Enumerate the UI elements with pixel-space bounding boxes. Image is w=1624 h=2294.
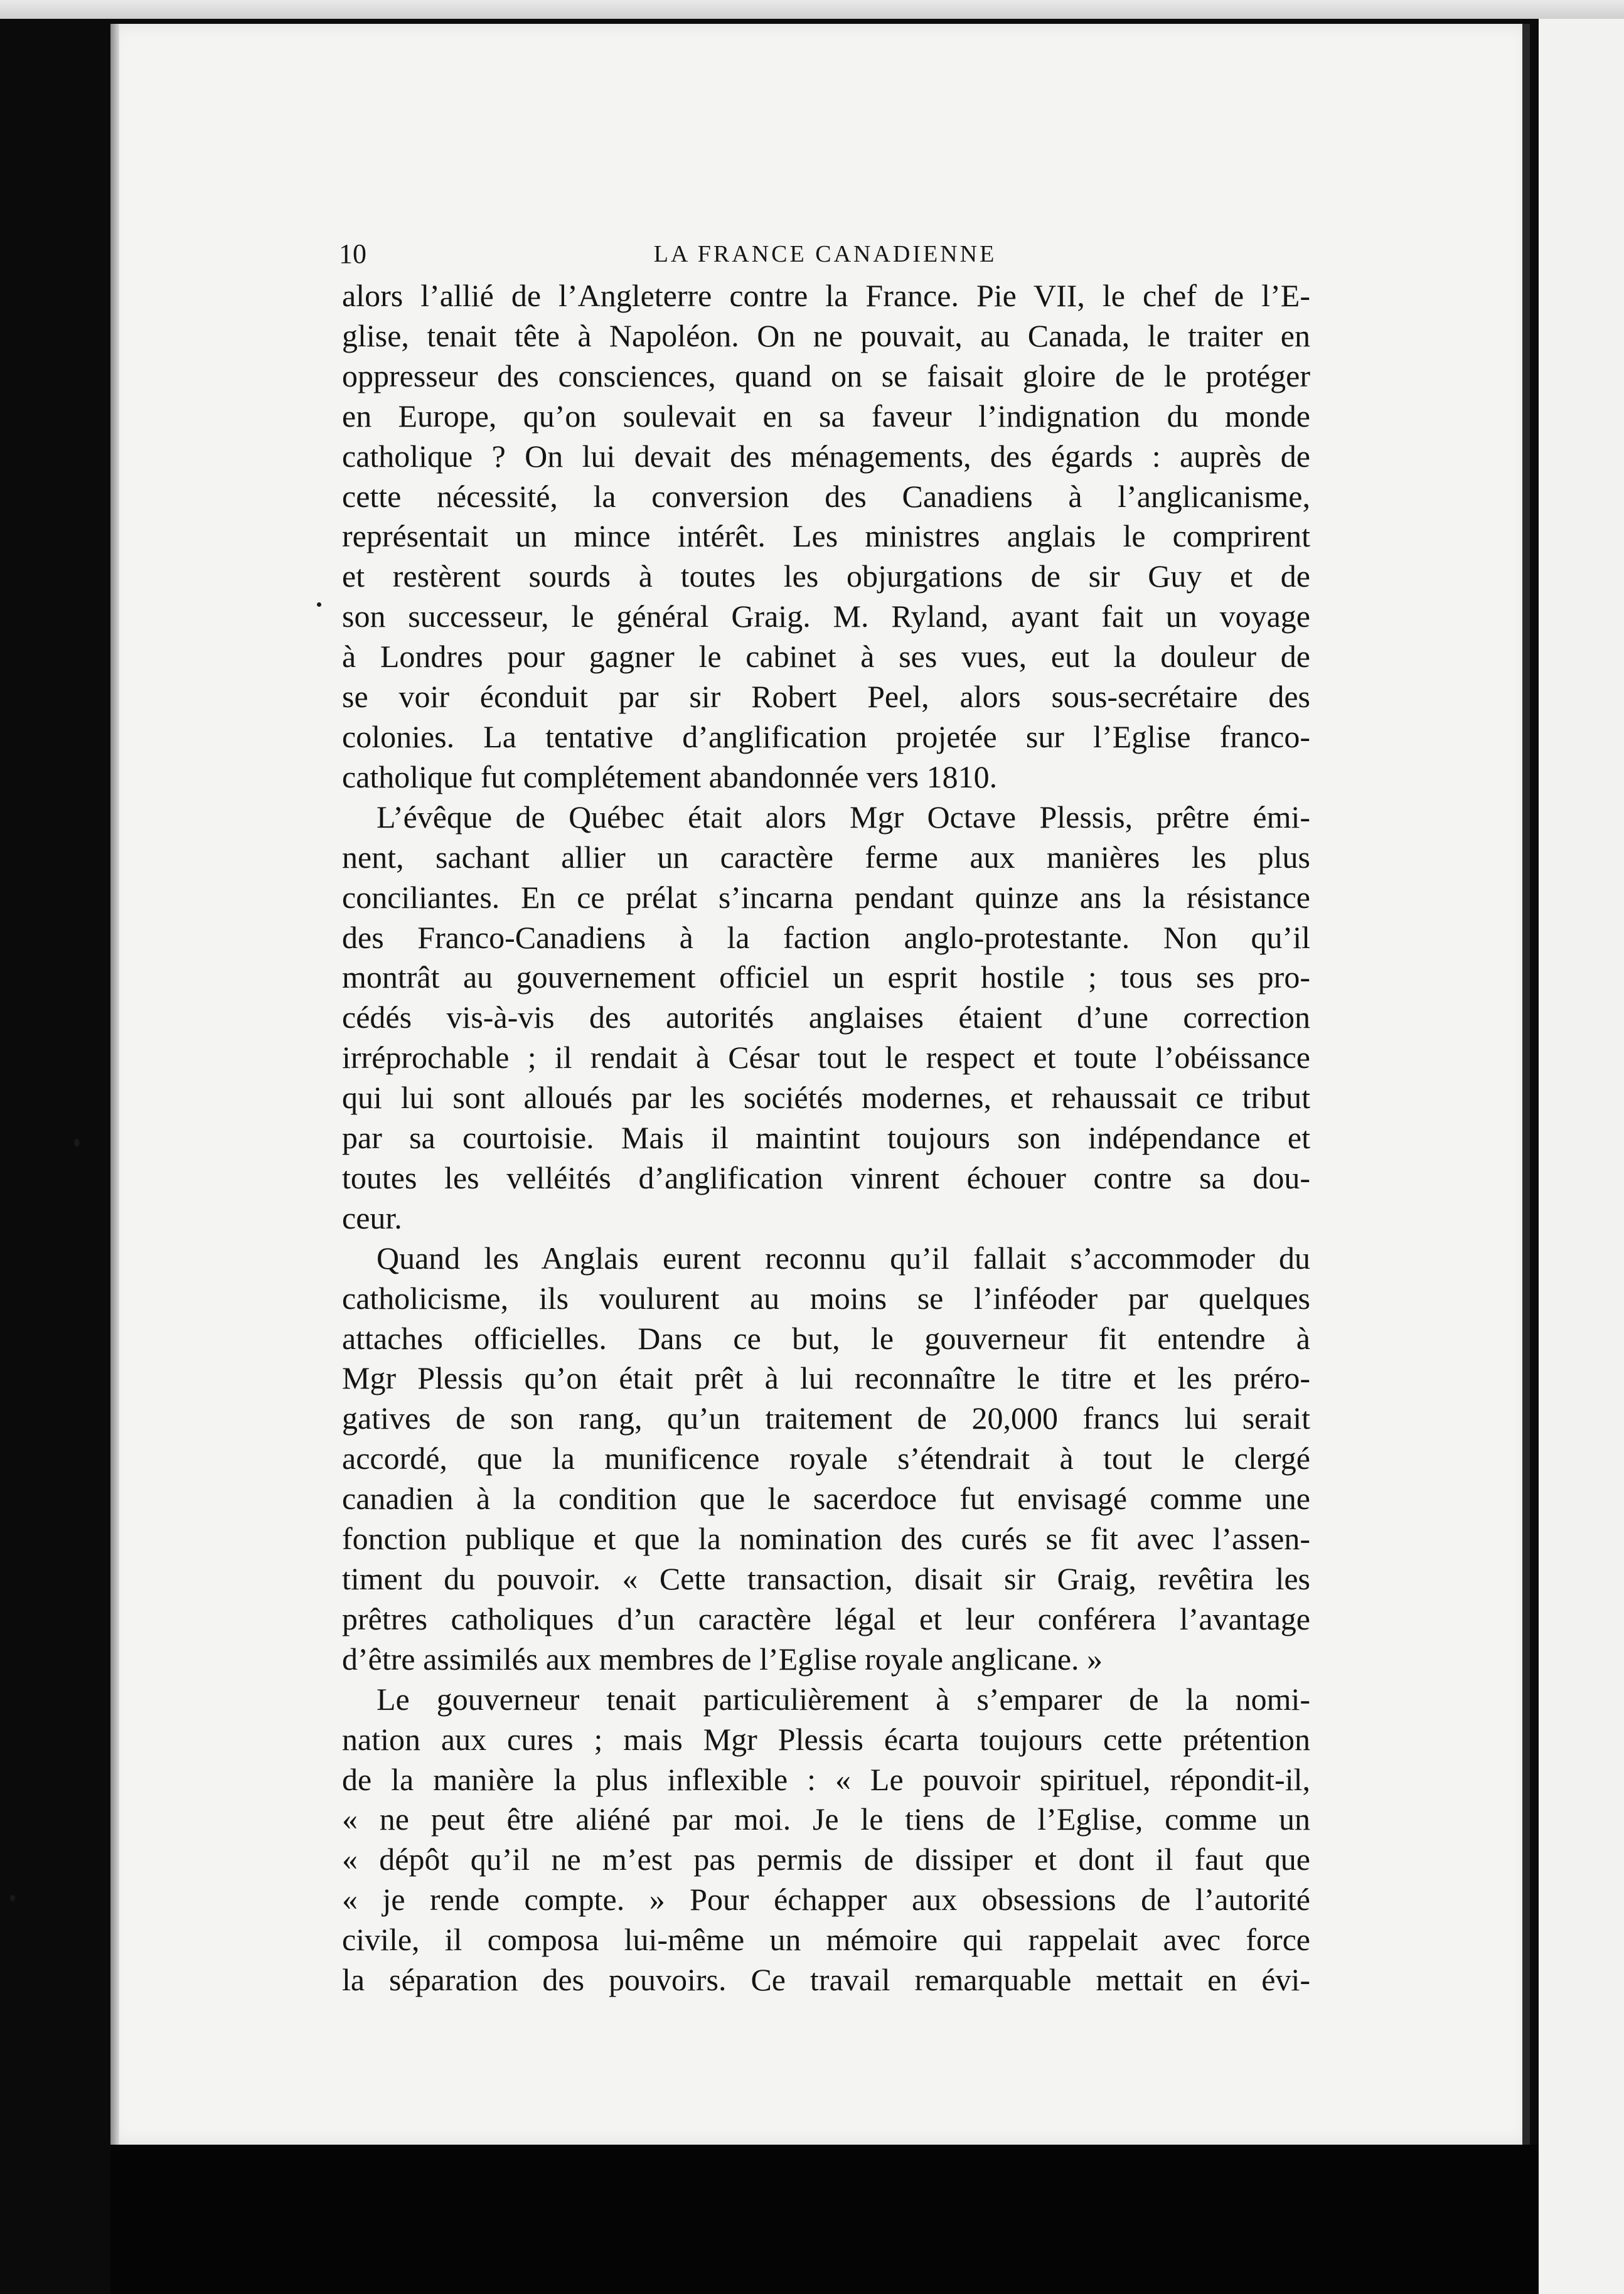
text-line: ceur.: [342, 1200, 402, 1235]
text-line: « dépôt qu’il ne m’est pas permis de dissiper et dont il faut que: [342, 1842, 1310, 1877]
text-line: civile, il composa lui-même un mémoire qui rappelait avec force: [342, 1922, 1310, 1958]
text-line: catholique ? On lui devait des ménagements, des égards : auprès de: [342, 438, 1310, 474]
text-line: et restèrent sourds à toutes les objurgations de sir Guy et de: [342, 558, 1310, 594]
scan-left-margin: [0, 19, 107, 2294]
text-line: fonction publique et que la nomination des curés se fit avec l’assen-: [342, 1521, 1310, 1557]
text-line: de la manière la plus inflexible : « Le pouvoir spirituel, répondit-il,: [342, 1761, 1310, 1797]
text-line: se voir éconduit par sir Robert Peel, alors sous-secrétaire des: [342, 679, 1310, 715]
text-line: alors l’allié de l’Angleterre contre la France. Pie VII, le chef de l’E-: [342, 278, 1310, 313]
text-line: des Franco-Canadiens à la faction anglo-protestante. Non qu’il: [342, 919, 1310, 955]
text-line: nent, sachant allier un caractère ferme aux manières les plus: [342, 839, 1310, 875]
text-line: représentait un mince intérêt. Les ministres anglais le comprirent: [342, 518, 1310, 554]
text-line: Mgr Plessis qu’on était prêt à lui reconnaître le titre et les préro-: [342, 1360, 1310, 1396]
adjacent-page-edge: [1539, 19, 1624, 2294]
text-line: à Londres pour gagner le cabinet à ses vues, eut la douleur de: [342, 639, 1310, 675]
ink-speck: [10, 1895, 15, 1901]
text-line: cédés vis-à-vis des autorités anglaises étaient d’une correction: [342, 1000, 1310, 1035]
text-line: prêtres catholiques d’un caractère légal et leur conférera l’avantage: [342, 1601, 1310, 1636]
text-line: accordé, que la munificence royale s’étendrait à tout le clergé: [342, 1441, 1310, 1476]
ink-speck: [74, 1139, 80, 1146]
text-line: conciliantes. En ce prélat s’incarna pendant quinze ans la résistance: [342, 879, 1310, 915]
text-line: Le gouverneur tenait particulièrement à s’emparer de la nomi-: [377, 1681, 1310, 1717]
ink-speck: [317, 602, 321, 607]
text-line: montrât au gouvernement officiel un esprit hostile ; tous ses pro-: [342, 959, 1310, 995]
text-line: qui lui sont alloués par les sociétés modernes, et rehaussait ce tribut: [342, 1080, 1310, 1116]
text-line: « ne peut être aliéné par moi. Je le tiens de l’Eglise, comme un: [342, 1801, 1310, 1837]
text-line: son successeur, le général Graig. M. Ryland, ayant fait un voyage: [342, 599, 1310, 634]
page-number: 10: [339, 238, 366, 269]
text-line: glise, tenait tête à Napoléon. On ne pouvait, au Canada, le traiter en: [342, 317, 1310, 353]
text-line: nation aux cures ; mais Mgr Plessis écarta toujours cette prétention: [342, 1721, 1310, 1757]
text-line: canadien à la condition que le sacerdoce fut envisagé comme une: [342, 1481, 1310, 1517]
text-line: catholique fut complétement abandonnée vers 1810.: [342, 759, 998, 794]
text-line: oppresseur des consciences, quand on se faisait gloire de le protéger: [342, 358, 1310, 393]
text-line: gatives de son rang, qu’un traitement de 20,000 francs lui serait: [342, 1400, 1310, 1436]
text-line: irréprochable ; il rendait à César tout le respect et toute l’obéissance: [342, 1040, 1310, 1075]
text-line: toutes les velléités d’anglification vinrent échouer contre sa dou-: [342, 1160, 1310, 1195]
running-title: LA FRANCE CANADIENNE: [653, 241, 997, 267]
page-gutter-shadow: [110, 24, 119, 2145]
running-head: [339, 232, 1311, 276]
text-line: « je rende compte. » Pour échapper aux obsessions de l’autorité: [342, 1882, 1310, 1918]
page-right-edge: [1522, 24, 1530, 2145]
text-line: en Europe, qu’on soulevait en sa faveur l’indignation du monde: [342, 398, 1310, 434]
text-line: attaches officielles. Dans ce but, le gouverneur fit entendre à: [342, 1320, 1310, 1356]
text-line: par sa courtoisie. Mais il maintint toujours son indépendance et: [342, 1120, 1310, 1156]
text-line: la séparation des pouvoirs. Ce travail remarquable mettait en évi-: [342, 1962, 1310, 1998]
text-line: d’être assimilés aux membres de l’Eglise royale anglicane. »: [342, 1641, 1103, 1677]
scan-bottom-margin: [110, 2145, 1539, 2294]
text-line: timent du pouvoir. « Cette transaction, disait sir Graig, revêtira les: [342, 1561, 1310, 1596]
text-line: cette nécessité, la conversion des Canadiens à l’anglicanisme,: [342, 478, 1310, 514]
text-line: L’évêque de Québec était alors Mgr Octave Plessis, prêtre émi-: [377, 799, 1310, 835]
scan-top-strip: [0, 0, 1624, 19]
body-text: [342, 276, 1310, 2000]
text-line: Quand les Anglais eurent reconnu qu’il fallait s’accommoder du: [377, 1240, 1310, 1276]
text-line: catholicisme, ils voulurent au moins se l’inféoder par quelques: [342, 1280, 1310, 1316]
text-line: colonies. La tentative d’anglification projetée sur l’Eglise franco-: [342, 718, 1310, 754]
